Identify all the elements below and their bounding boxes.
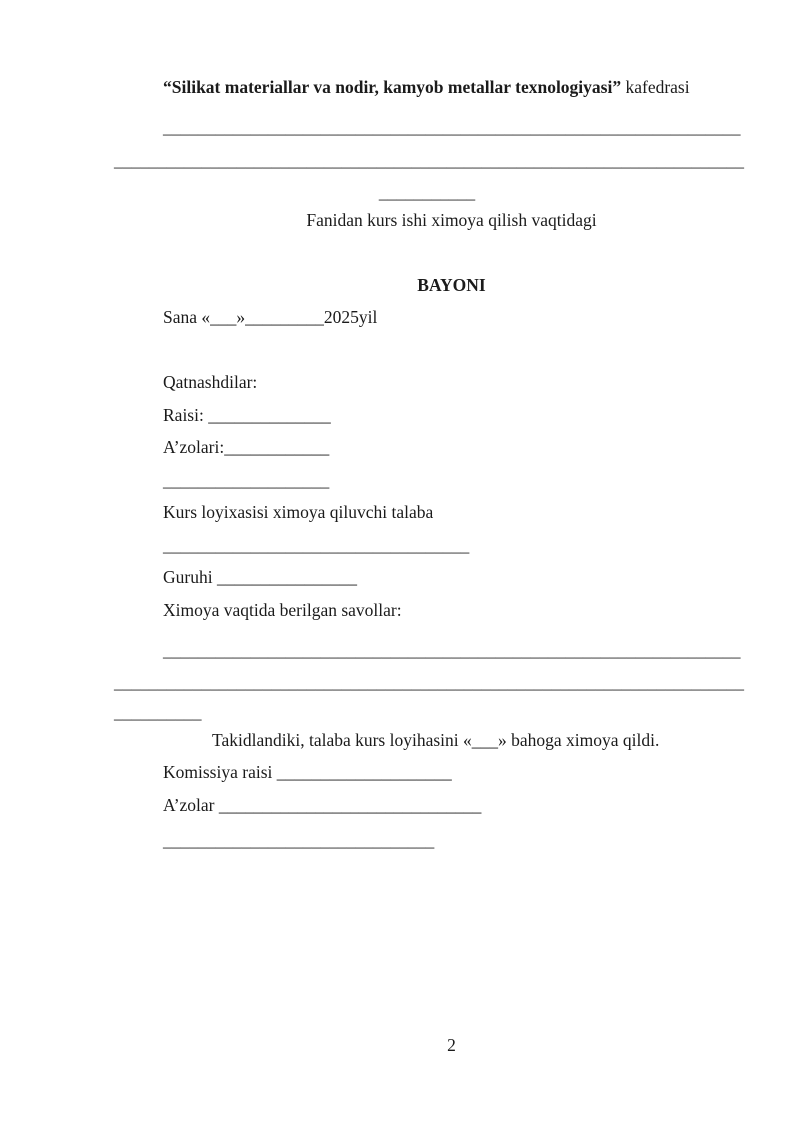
questions-underline-1: __________________________________________________________________ xyxy=(163,639,741,660)
conclusion-sentence: Takidlandiki, talaba kurs loyihasini «___» bahoga ximoya qildi. xyxy=(212,729,660,750)
questions-underline-2: ________________________________________________________________________ xyxy=(114,672,744,692)
department-title-bold: “Silikat materiallar va nodir, kamyob metallar texnologiyasi” xyxy=(163,77,622,97)
members-line: A’zolari:____________ xyxy=(163,437,330,457)
questions-label: Ximoya vaqtida berilgan savollar: xyxy=(163,599,402,620)
heading-bayoni: BAYONI xyxy=(417,274,486,295)
blank-underline-top-1: __________________________________________________________________ xyxy=(163,117,741,137)
department-title xyxy=(114,71,740,104)
student-sign-underline: ___________________________________ xyxy=(163,534,470,555)
document-body xyxy=(114,71,744,856)
commission-chair-line: Komissiya raisi ____________________ xyxy=(163,762,452,782)
subtitle: Fanidan kurs ishi ximoya qilish vaqtidagi xyxy=(306,209,597,230)
student-label: Kurs loyixasisi ximoya qiluvchi talaba xyxy=(163,502,434,522)
spacer xyxy=(114,334,740,367)
blank-underline-centered: ___________ xyxy=(378,182,476,202)
group-line: Guruhi ________________ xyxy=(163,567,357,587)
members-sign-line: A’zolar ______________________________ xyxy=(163,794,482,815)
page-number: 2 xyxy=(447,1035,456,1055)
participants-label: Qatnashdilar: xyxy=(163,372,258,392)
questions-underline-3: __________ xyxy=(114,702,202,722)
members-extra-underline: ___________________ xyxy=(163,469,330,490)
chairman-line: Raisi: ______________ xyxy=(163,404,331,425)
spacer xyxy=(114,236,740,269)
final-sign-underline: _______________________________ xyxy=(163,829,435,850)
date-line: Sana «___»_________2025yil xyxy=(163,307,378,327)
department-title-suffix: kafedrasi xyxy=(621,77,690,97)
blank-underline-top-2: ________________________________________________________________________ xyxy=(114,149,744,170)
